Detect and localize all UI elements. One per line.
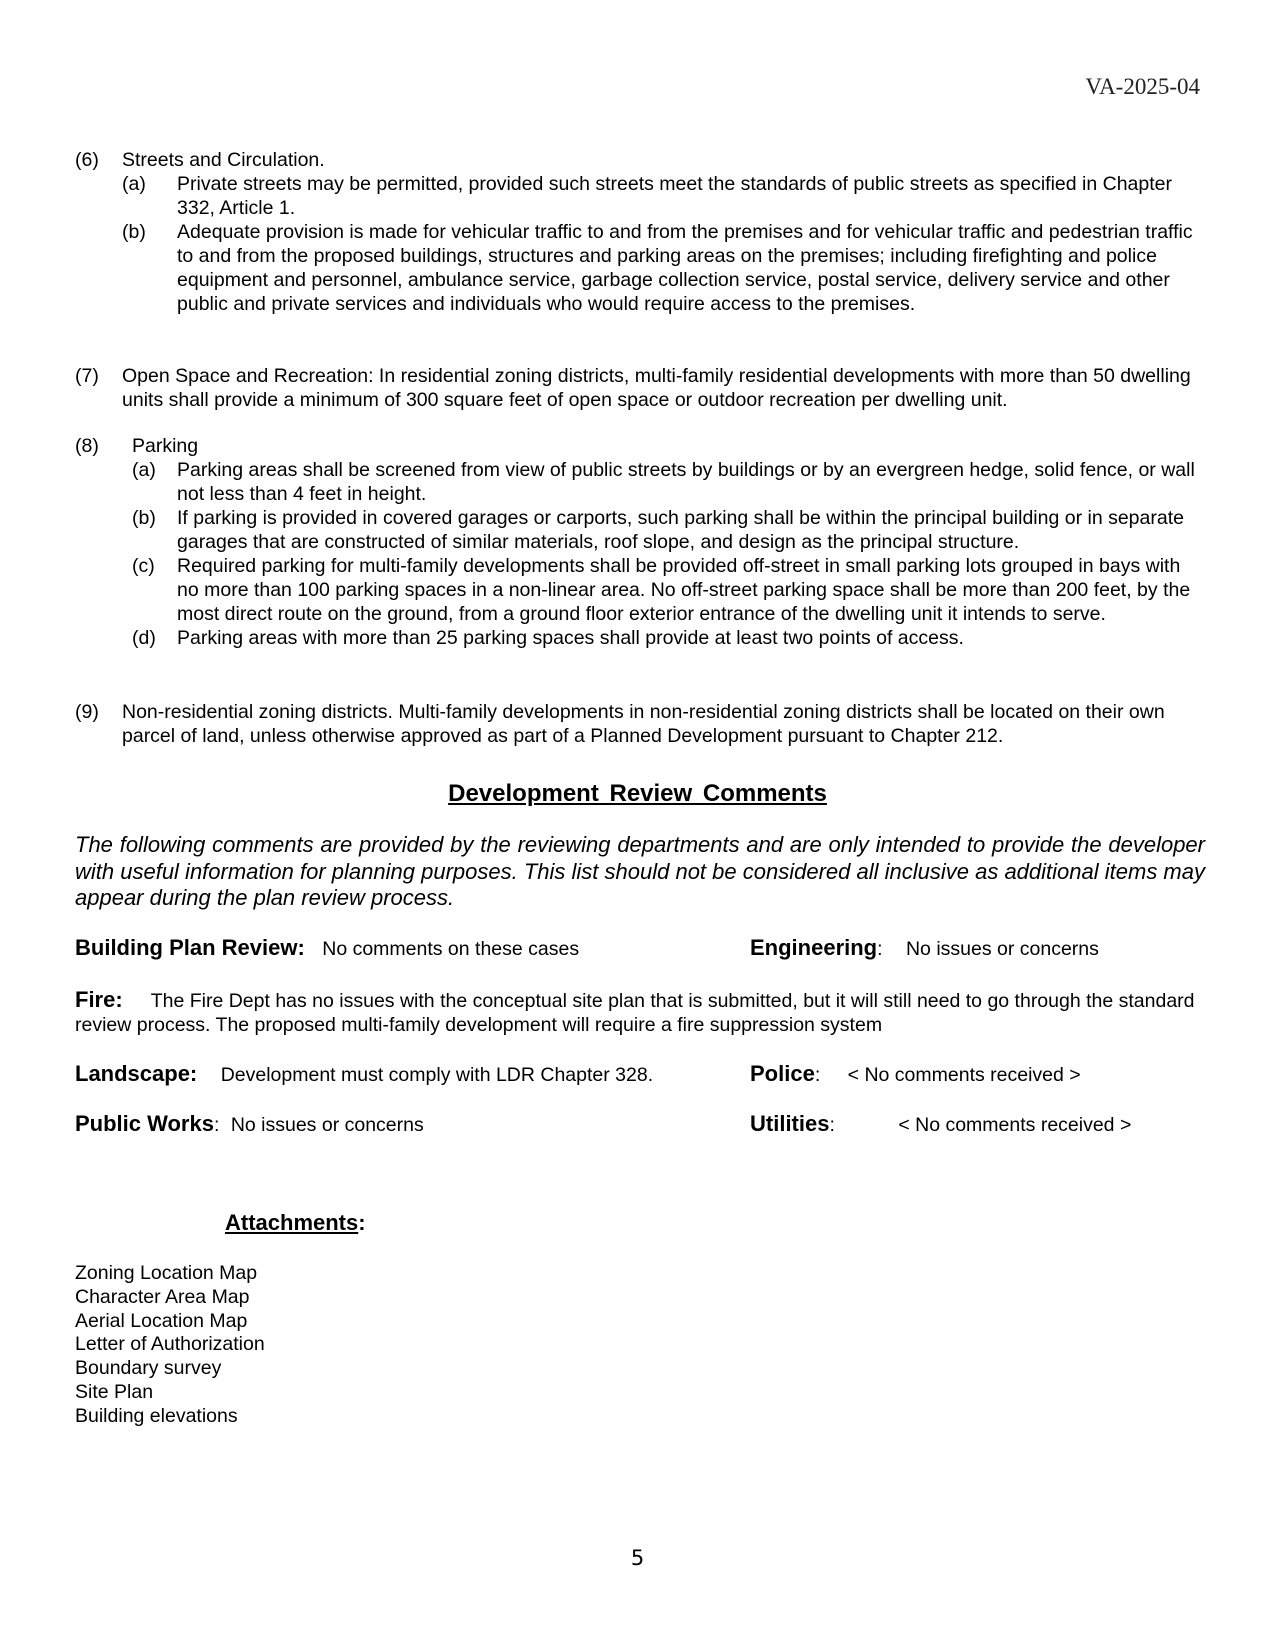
subsection-item (132, 506, 1205, 554)
subsection-letter: (b) (122, 221, 146, 243)
subsection-text: Parking areas shall be screened from view of public streets by buildings or by an evergreen hedge, solid fence, or wall not less than 4 feet in height. (177, 459, 1195, 505)
subsection-item (132, 554, 1205, 626)
section-text: Open Space and Recreation: In residential zoning districts, multi-family residential developments with more than 50 dwelling units shall provide a minimum of 300 square feet of open space or outdoor recreation per dwelling unit. (122, 365, 1191, 411)
engineering-comment (750, 936, 1099, 961)
public-works-separator: : (213, 1114, 220, 1136)
subsection-letter: (a) (132, 459, 156, 481)
engineering-label: Engineering (750, 935, 878, 960)
subsection-text: Adequate provision is made for vehicular traffic to and from the premises and for vehicular traffic and pedestrian traffic to and from the proposed buildings, structures and parking areas on the premises; including firefighting and police equipment and personnel, ambulance service, garbage collection service, postal service, delivery service and other public and private services and individuals who would require access to the premises. (177, 221, 1193, 315)
subsection-item (122, 172, 1205, 220)
attachment-item: Aerial Location Map (75, 1309, 248, 1332)
engineering-value: No issues or concerns (905, 938, 1099, 960)
attachment-item: Boundary survey (75, 1357, 222, 1380)
review-intro: The following comments are provided by the reviewing departments and are only intended to provide the developer with useful information for planning purposes. This list should not be considered all inclusive as additional items may appear during the plan review process. (75, 832, 1205, 910)
case-number: VA-2025-04 (1085, 74, 1200, 99)
utilities-comment (750, 1112, 1131, 1137)
subsection-letter: (b) (132, 507, 156, 529)
attachment-item: Zoning Location Map (75, 1262, 258, 1284)
section-number: (7) (75, 365, 99, 387)
section-number: (8) (75, 435, 99, 457)
section-number: (9) (75, 701, 99, 723)
subsection-list (122, 172, 1205, 316)
fire-label: Fire: (75, 987, 123, 1012)
fire-value: The Fire Dept has no issues with the conceptual site plan that is submitted, but it will still need to go through the standard review process. The proposed multi-family development will require a fire suppression system (75, 990, 1195, 1036)
landscape-label: Landscape: (75, 1061, 198, 1086)
engineering-separator: : (877, 938, 883, 960)
building-plan-review-label: Building Plan Review: (75, 935, 305, 960)
section-number: (6) (75, 149, 99, 171)
subsection-text: Parking areas with more than 25 parking spaces shall provide at least two points of access. (177, 627, 964, 649)
subsection-letter: (a) (122, 173, 146, 195)
subsection-letter: (d) (132, 627, 156, 649)
section-streets-circulation (75, 148, 1205, 316)
subsection-text: Required parking for multi-family developments shall be provided off-street in small parking lots grouped in bays with no more than 100 parking spaces in a non-linear area. No off-street parking space shall be more than 200 feet, by the most direct route on the ground, from a ground floor exterior entrance of the dwelling unit it intends to serve. (177, 555, 1191, 625)
section-parking (75, 434, 1205, 650)
building-plan-review-value: No comments on these cases (322, 938, 580, 960)
review-heading: Development Review Comments (448, 780, 827, 807)
attachment-item: Building elevations (75, 1404, 238, 1427)
section-text: Non-residential zoning districts. Multi-family developments in non-residential zoning districts shall be located on their own parcel of land, unless otherwise approved as part of a Planned Development pursuant to Chapter 212. (122, 701, 1165, 747)
attachments-title-colon: : (358, 1210, 366, 1235)
section-title: Parking (132, 435, 199, 457)
police-comment (750, 1062, 1081, 1087)
page-number: 5 (630, 1546, 645, 1570)
subsection-list (132, 458, 1205, 650)
landscape-value: Development must comply with LDR Chapter 328. (220, 1064, 654, 1086)
subsection-item (122, 220, 1205, 316)
public-works-label: Public Works (75, 1111, 214, 1136)
subsection-item (132, 626, 1205, 650)
subsection-letter: (c) (132, 555, 155, 577)
section-open-space (75, 364, 1205, 412)
police-value: < No comments received > (847, 1064, 1081, 1086)
section-non-residential (75, 700, 1205, 748)
attachments-title (225, 1210, 366, 1236)
attachment-item: Letter of Authorization (75, 1333, 265, 1356)
attachment-item: Character Area Map (75, 1285, 250, 1308)
utilities-value: < No comments received > (898, 1114, 1132, 1136)
building-plan-review-comment (75, 936, 579, 961)
attachments-title-text: Attachments (225, 1210, 359, 1235)
public-works-value: No issues or concerns (230, 1114, 424, 1136)
subsection-item (132, 458, 1205, 506)
landscape-comment (75, 1062, 653, 1087)
utilities-label: Utilities (750, 1111, 830, 1136)
attachment-item: Site Plan (75, 1380, 154, 1403)
police-label: Police (750, 1061, 815, 1086)
attachments-list (75, 1262, 265, 1429)
utilities-separator: : (829, 1114, 835, 1136)
section-title: Streets and Circulation. (122, 149, 325, 171)
public-works-comment (75, 1112, 424, 1137)
police-separator: : (814, 1064, 821, 1086)
fire-comment (75, 988, 1205, 1037)
subsection-text: Private streets may be permitted, provided such streets meet the standards of public streets as specified in Chapter 332, Article 1. (177, 173, 1172, 219)
subsection-text: If parking is provided in covered garages or carports, such parking shall be within the principal building or in separate garages that are constructed of similar materials, roof slope, and design as the principal structure. (177, 507, 1184, 553)
